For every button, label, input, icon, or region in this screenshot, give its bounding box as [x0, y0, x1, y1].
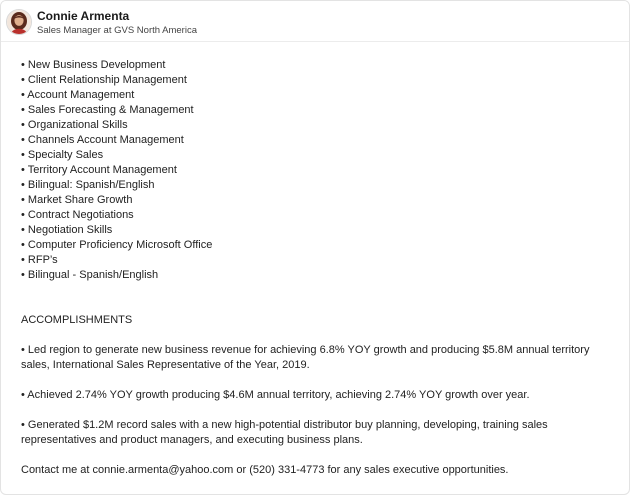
- list-item: • Territory Account Management: [21, 164, 177, 176]
- accomplishment-item: • Generated $1.2M record sales with a new high-potential distributor buy planning, developing, training sales representatives and product managers, and executing business plans.: [21, 419, 548, 446]
- list-item: • Account Management: [21, 89, 135, 101]
- avatar[interactable]: [6, 9, 32, 35]
- accomplishment-item: • Led region to generate new business revenue for achieving 6.8% YOY growth and producing $5.8M annual territory sales, International Sales Representative of the Year, 2019.: [21, 344, 590, 371]
- about-content: [21, 58, 601, 478]
- avatar-photo-icon: [7, 10, 31, 34]
- list-item: • Computer Proficiency Microsoft Office: [21, 239, 213, 251]
- list-item: • Bilingual - Spanish/English: [21, 269, 159, 281]
- list-item: • Specialty Sales: [21, 149, 104, 161]
- skills-list: [21, 58, 601, 283]
- list-item: • Negotiation Skills: [21, 224, 113, 236]
- list-item: • Client Relationship Management: [21, 74, 187, 86]
- contact-text: Contact me at connie.armenta@yahoo.com or (520) 331-4773 for any sales executive opportunities.: [21, 464, 509, 476]
- list-item: • Channels Account Management: [21, 134, 184, 146]
- list-item: • Market Share Growth: [21, 194, 133, 206]
- accomplishment-item: • Achieved 2.74% YOY growth producing $4.6M annual territory, achieving 2.74% YOY growth over year.: [21, 389, 530, 401]
- list-item: • Bilingual: Spanish/English: [21, 179, 155, 191]
- accomplishments-heading: ACCOMPLISHMENTS: [21, 314, 133, 326]
- list-item: • Contract Negotiations: [21, 209, 134, 221]
- profile-headline: Sales Manager at GVS North America: [37, 25, 197, 36]
- list-item: • Organizational Skills: [21, 119, 128, 131]
- profile-name[interactable]: Connie Armenta: [37, 9, 130, 23]
- profile-header: [1, 1, 629, 42]
- list-item: • New Business Development: [21, 59, 166, 71]
- list-item: • Sales Forecasting & Management: [21, 104, 194, 116]
- list-item: • RFP’s: [21, 254, 58, 266]
